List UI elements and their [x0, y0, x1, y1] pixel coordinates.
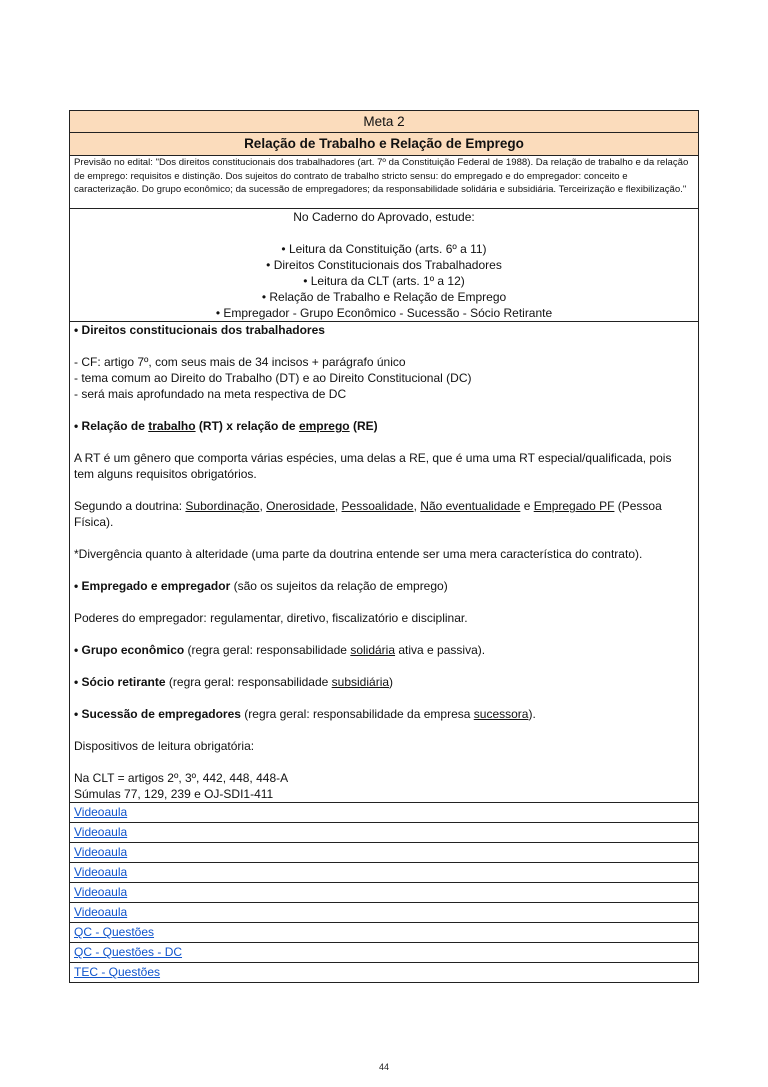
content-line: - tema comum ao Direito do Trabalho (DT) e ao Direito Constitucional (DC) [74, 371, 472, 385]
caderno-cell [70, 209, 699, 322]
study-sheet [69, 110, 699, 983]
qc-questoes-dc-link[interactable]: QC - Questões - DC [74, 945, 183, 959]
clt-line: Na CLT = artigos 2º, 3º, 442, 448, 448-A [74, 771, 289, 785]
meta-label: Meta 2 [70, 111, 699, 133]
sumulas-line: Súmulas 77, 129, 239 e OJ-SDI1-411 [74, 787, 274, 801]
doutrina-line: Segundo a doutrina: Subordinação, Onerosidade, Pessoalidade, Não eventualidade e Empregado PF (Pessoa Física). [74, 499, 662, 529]
rt-paragraph: A RT é um gênero que comporta várias espécies, uma delas a RE, que é uma uma RT especial/qualificada, pois tem alguns requisitos obrigatórios. [74, 451, 672, 481]
section-sucessao: • Sucessão de empregadores (regra geral: responsabilidade da empresa sucessora). [74, 707, 536, 721]
videoaula-link[interactable]: Videoaula [74, 845, 128, 859]
caderno-intro: No Caderno do Aprovado, estude: [293, 210, 475, 224]
section-socio: • Sócio retirante (regra geral: responsabilidade subsidiária) [74, 675, 394, 689]
poderes-line: Poderes do empregador: regulamentar, diretivo, fiscalizatório e disciplinar. [74, 611, 468, 625]
section-grupo: • Grupo econômico (regra geral: responsabilidade solidária ativa e passiva). [74, 643, 486, 657]
qc-questoes-link[interactable]: QC - Questões [74, 925, 155, 939]
dispositivos-line: Dispositivos de leitura obrigatória: [74, 739, 255, 753]
caderno-item: • Direitos Constitucionais dos Trabalhadores [266, 258, 502, 272]
videoaula-link[interactable]: Videoaula [74, 865, 128, 879]
content-line: - CF: artigo 7º, com seus mais de 34 incisos + parágrafo único [74, 355, 406, 369]
caderno-item: • Leitura da Constituição (arts. 6º a 11) [281, 242, 487, 256]
videoaula-link[interactable]: Videoaula [74, 905, 128, 919]
tec-questoes-link[interactable]: TEC - Questões [74, 965, 161, 979]
meta-table [69, 110, 699, 983]
section-heading-rt-re: • Relação de trabalho (RT) x relação de emprego (RE) [74, 419, 378, 433]
caderno-item: • Empregador - Grupo Econômico - Sucessão - Sócio Retirante [215, 306, 553, 320]
content-line: - será mais aprofundado na meta respectiva de DC [74, 387, 347, 401]
content-cell [70, 322, 699, 803]
videoaula-link[interactable]: Videoaula [74, 825, 128, 839]
section-empregado: • Empregado e empregador (são os sujeitos da relação de emprego) [74, 579, 448, 593]
edital-text: Previsão no edital: "Dos direitos constitucionais dos trabalhadores (art. 7º da Constituição Federal de 1988). Da relação de trabalho e da relação de emprego: requisitos e distinção. Dos sujeitos do contrato de trabalho stricto sensu: do empregado e do empregador: conceito e caracterização. Do grupo econômico; da sucessão de empregadores; da responsabilidade solidária e subsidiária. Terceirização e flexibilização." [70, 156, 699, 209]
section-heading: • Direitos constitucionais dos trabalhadores [74, 323, 325, 337]
caderno-item: • Relação de Trabalho e Relação de Emprego [261, 290, 507, 304]
meta-title: Relação de Trabalho e Relação de Emprego [70, 133, 699, 156]
page-number: 44 [378, 1062, 389, 1072]
caderno-item: • Leitura da CLT (arts. 1º a 12) [303, 274, 465, 288]
divergencia-note: *Divergência quanto à alteridade (uma parte da doutrina entende ser uma mera característica do contrato). [74, 547, 643, 561]
videoaula-link[interactable]: Videoaula [74, 805, 128, 819]
videoaula-link[interactable]: Videoaula [74, 885, 128, 899]
